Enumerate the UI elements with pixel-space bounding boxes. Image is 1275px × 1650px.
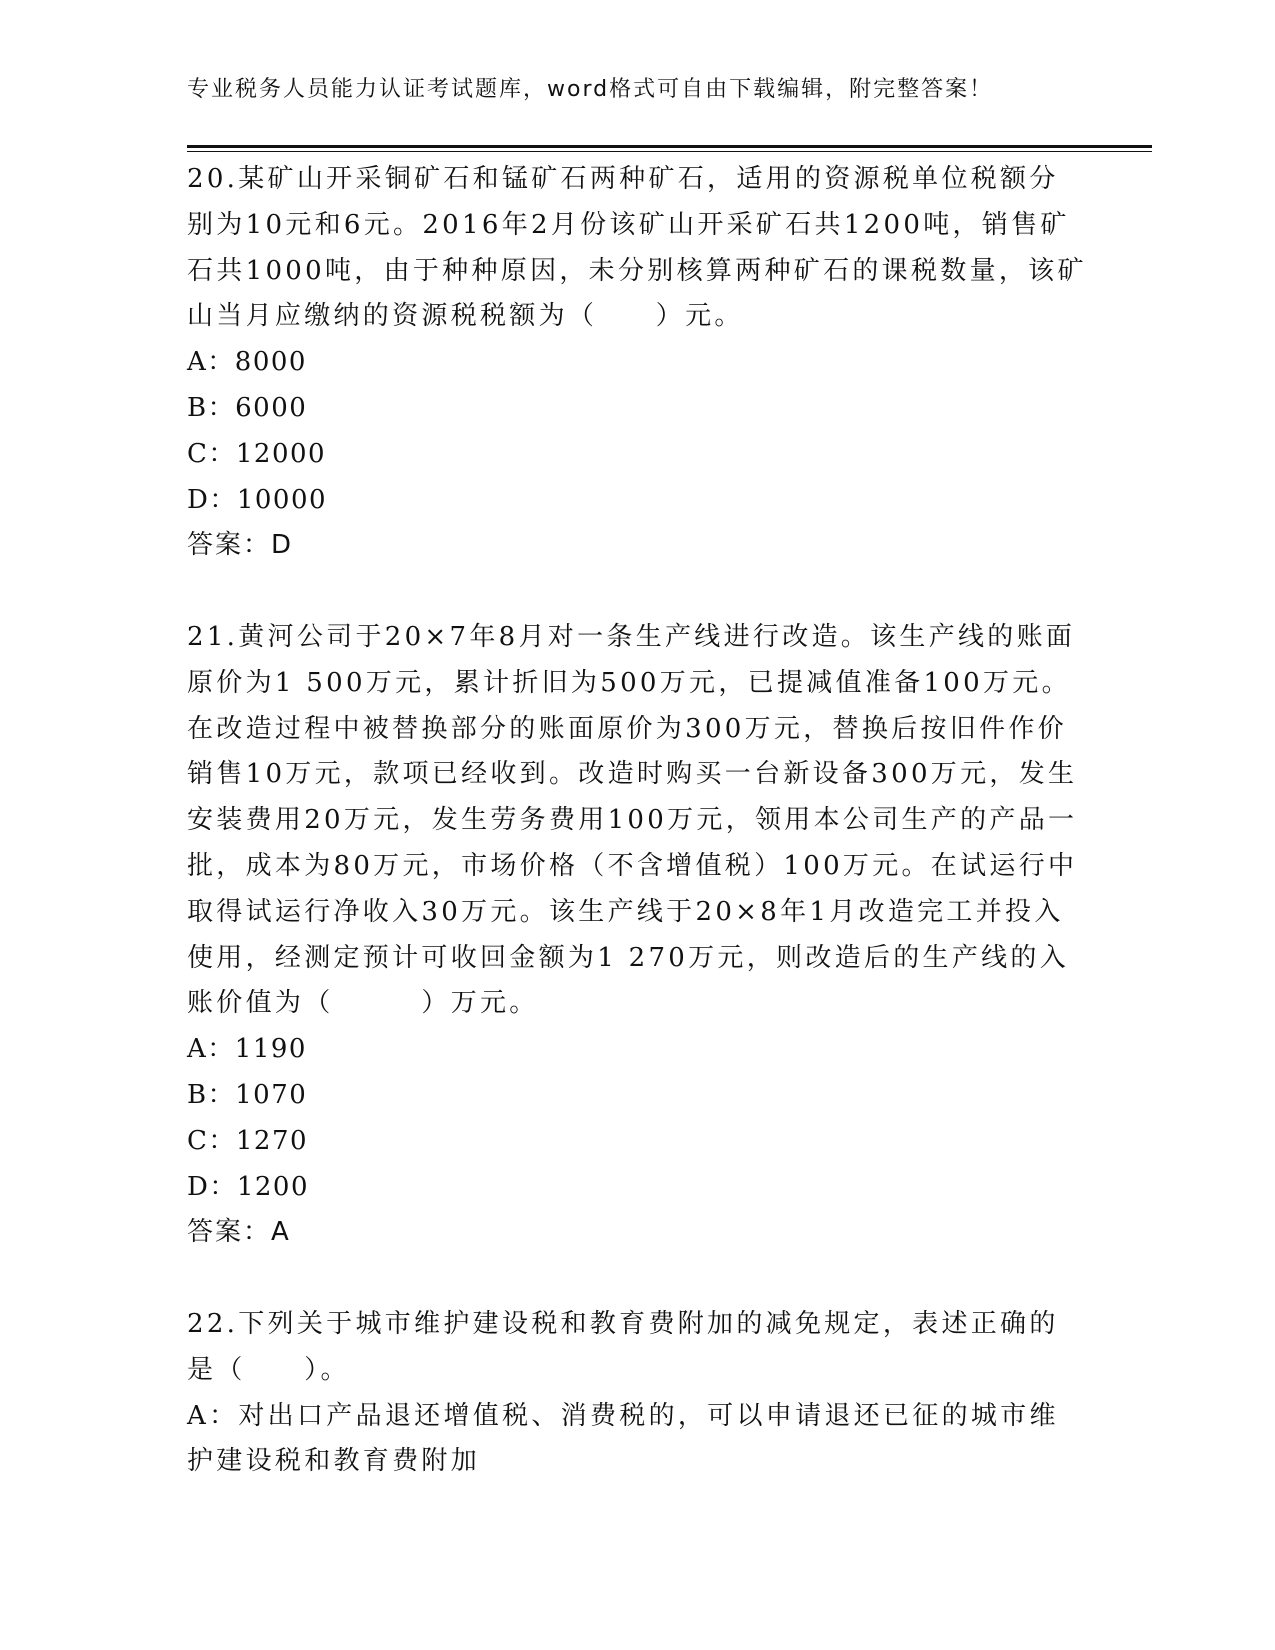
header-rule-thick [187,145,1152,148]
option-d: D：1200 [187,1171,310,1202]
option-c: C：12000 [187,438,327,469]
question-20 [187,157,1087,569]
answer-label: 答案：D [187,530,294,561]
page-header-title: 专业税务人员能力认证考试题库，word格式可自由下载编辑，附完整答案！ [187,77,994,102]
question-spacer [187,1256,1087,1302]
question-text: 20.某矿山开采铜矿石和锰矿石两种矿石，适用的资源税单位税额分别为10元和6元。2016年2月份该矿山开采矿石共1200吨，销售矿石共1000吨，由于种种原因，未分别核算两种矿石的课税数量，该矿山当月应缴纳的资源税税额为（ ）元。 [187,164,1087,332]
answer-label: 答案：A [187,1217,291,1248]
question-21 [187,615,1087,1256]
option-a: A：对出口产品退还增值税、消费税的，可以申请退还已征的城市维护建设税和教育费附加 [187,1400,1059,1477]
question-text: 22.下列关于城市维护建设税和教育费附加的减免规定，表述正确的是（ ）。 [187,1308,1059,1385]
option-b: B：6000 [187,392,308,423]
question-text: 21.黄河公司于20×7年8月对一条生产线进行改造。该生产线的账面原价为1 500万元，累计折旧为500万元，已提减值准备100万元。在改造过程中被替换部分的账面原价为300万元，替换后按旧件作价销售10万元，款项已经收到。改造时购买一台新设备300万元，发生安装费用20万元，发生劳务费用100万元，领用本公司生产的产品一批，成本为80万元，市场价格（不含增值税）100万元。在试运行中取得试运行净收入30万元。该生产线于20×8年1月改造完工并投入使用，经测定预计可收回金额为1 270万元，则改造后的生产线的入账价值为（ ）万元。 [187,621,1078,1019]
option-c: C：1270 [187,1125,309,1156]
question-22 [187,1302,1087,1485]
question-list [187,157,1087,1485]
option-a: A：1190 [187,1034,307,1065]
option-d: D：10000 [187,484,328,515]
option-b: B：1070 [187,1079,308,1110]
option-a: A：8000 [187,347,307,378]
question-spacer [187,569,1087,615]
header-rule-thin [187,151,1152,152]
